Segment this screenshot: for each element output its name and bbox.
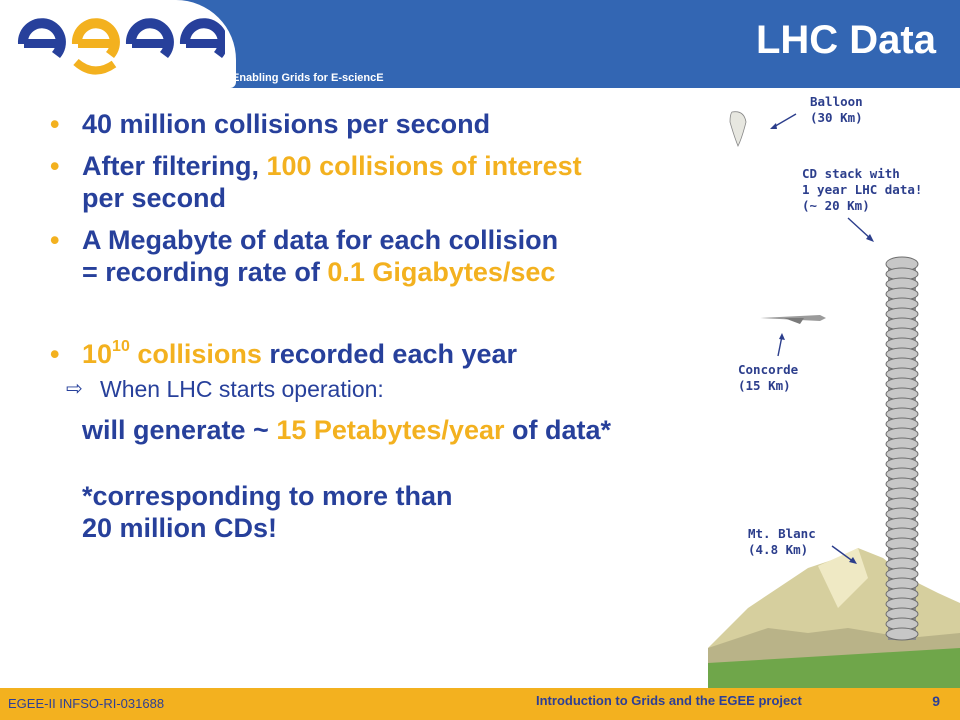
bullet-dot: • xyxy=(50,339,60,369)
label-concorde: Concorde (15 Km) xyxy=(738,362,799,393)
footer-presentation-title: Introduction to Grids and the EGEE project xyxy=(536,693,802,708)
logo-area xyxy=(0,0,236,88)
arrow-right-icon: ⇨ xyxy=(66,378,83,400)
footnote: *corresponding to more than 20 million CDs! xyxy=(82,481,453,543)
sub-bullet-lhc-starts: ⇨ When LHC starts operation: xyxy=(66,376,384,402)
bullet-collisions-per-second: • 40 million collisions per second xyxy=(50,109,491,139)
bullet-dot: • xyxy=(50,225,60,255)
label-mt-blanc: Mt. Blanc (4.8 Km) xyxy=(748,526,816,557)
highlight-collisions-of-interest: 100 collisions of interest xyxy=(266,151,582,181)
egee-logo xyxy=(10,6,225,76)
cd-stack xyxy=(886,257,918,640)
highlight-recording-rate: 0.1 Gigabytes/sec xyxy=(327,257,556,287)
label-balloon: Balloon (30 Km) xyxy=(810,94,863,125)
bullet-after-filtering: • After filtering, 100 collisions of interest per second xyxy=(50,151,582,213)
footer-bar xyxy=(0,688,960,720)
slide-content xyxy=(50,108,730,544)
highlight-petabytes: 15 Petabytes/year xyxy=(276,415,505,445)
bullet-dot: • xyxy=(50,109,60,139)
generate-line: will generate ~ 15 Petabytes/year of data* xyxy=(82,415,611,445)
label-cd-stack: CD stack with 1 year LHC data! (~ 20 Km) xyxy=(802,166,923,213)
footer-project-id: EGEE-II INFSO-RI-031688 xyxy=(8,696,165,711)
cd-stack-illustration xyxy=(708,88,960,688)
tagline: Enabling Grids for E-sciencE xyxy=(232,72,384,84)
bullet-dot: • xyxy=(50,151,60,181)
slide-title: LHC Data xyxy=(755,18,936,62)
bullet-collisions-per-year: • $10^{10}$ collisions recorded each year xyxy=(50,338,518,369)
page-number: 9 xyxy=(932,693,940,709)
bullet-megabyte: • A Megabyte of data for each collision = recording rate of 0.1 Gigabytes/sec xyxy=(50,225,559,287)
header-bar xyxy=(0,0,960,88)
